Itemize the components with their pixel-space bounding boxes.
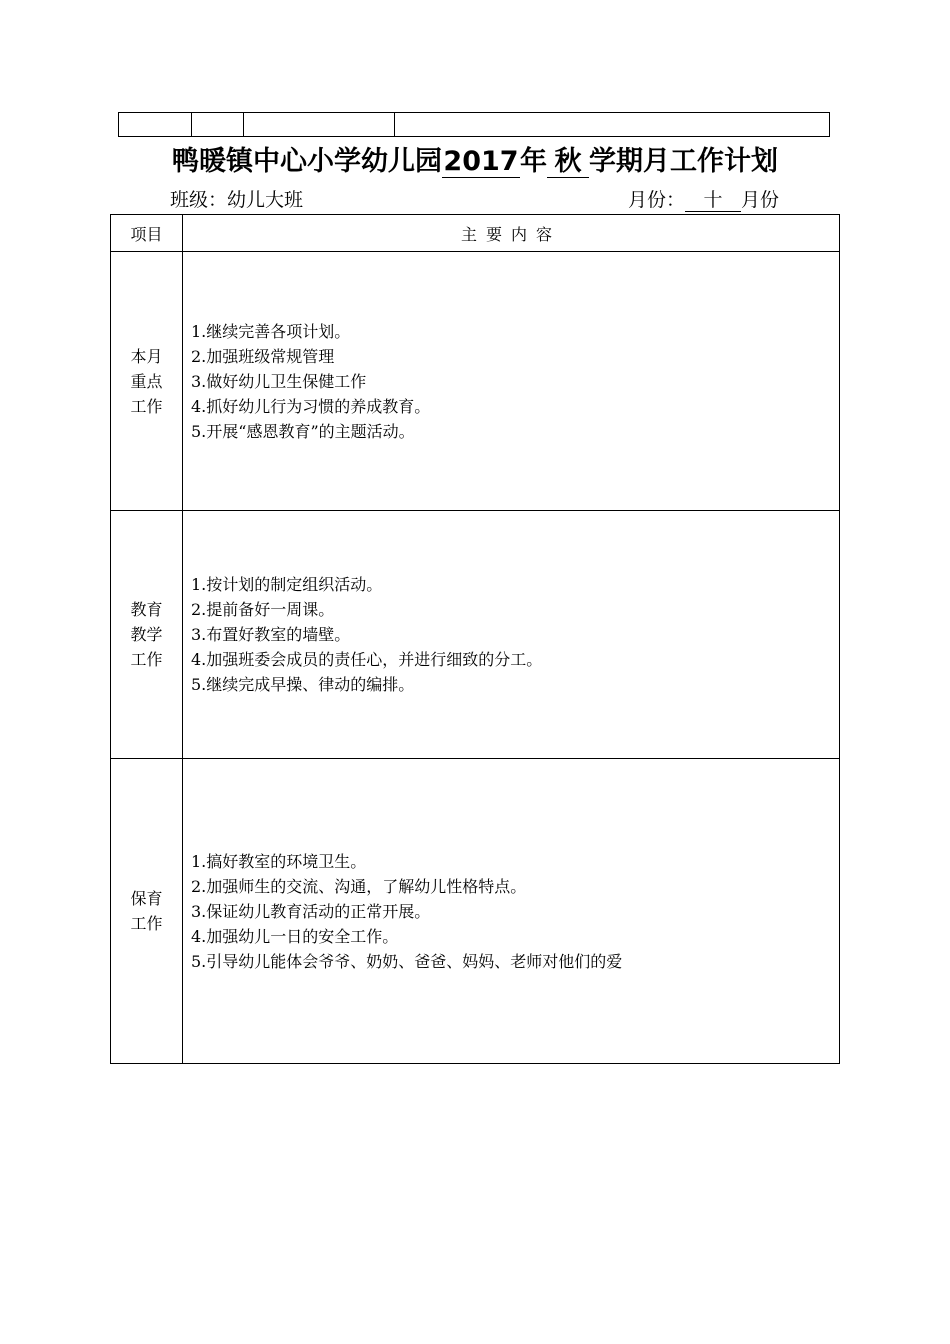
row-label-line: 工作 <box>130 650 163 669</box>
title-prefix: 鸭暖镇中心小学幼儿园 <box>172 146 442 177</box>
header-content: 主要内容 <box>183 215 840 252</box>
row-label <box>111 511 183 759</box>
strip-cell <box>192 113 244 137</box>
title-term: 秋 <box>547 147 589 178</box>
list-item: 3.布置好教室的墙壁。 <box>191 625 351 644</box>
month-label: 月份： <box>628 189 686 211</box>
list-item: 4.抓好幼儿行为习惯的养成教育。 <box>191 396 431 416</box>
row-label-line: 教育 <box>130 600 163 619</box>
month-value: 十 <box>685 189 741 212</box>
class-field <box>170 187 303 213</box>
table-header-row <box>111 215 840 252</box>
row-label-line: 工作 <box>130 914 163 933</box>
row-label <box>111 759 183 1064</box>
title-suffix: 学期月工作计划 <box>589 146 778 177</box>
work-plan-table <box>110 214 840 1064</box>
list-item: 5.开展“感恩教育”的主题活动。 <box>191 421 415 441</box>
list-item: 3.保证幼儿教育活动的正常开展。 <box>191 901 431 921</box>
list-item: 5.继续完成早操、律动的编排。 <box>191 675 415 694</box>
list-item: 2.加强班级常规管理 <box>191 346 335 366</box>
table-row <box>111 252 840 511</box>
header-item: 项目 <box>111 215 183 252</box>
list-item: 2.提前备好一周课。 <box>191 600 335 619</box>
page-title <box>0 144 950 180</box>
row-content <box>183 511 840 759</box>
class-label: 班级： <box>170 189 228 211</box>
row-label-line: 本月 <box>130 346 163 366</box>
class-value: 幼儿大班 <box>227 189 304 211</box>
month-field <box>628 187 779 213</box>
strip-cell <box>244 113 395 137</box>
month-suffix: 月份 <box>741 189 780 211</box>
row-label-line: 重点 <box>130 371 163 391</box>
strip-cell <box>119 113 192 137</box>
row-label-line: 保育 <box>130 889 163 908</box>
list-item: 1.继续完善各项计划。 <box>191 321 351 341</box>
top-empty-strip <box>118 112 830 137</box>
row-label-line: 教学 <box>130 625 163 644</box>
list-item: 1.搞好教室的环境卫生。 <box>191 851 367 871</box>
list-item: 2.加强师生的交流、沟通，了解幼儿性格特点。 <box>191 876 527 896</box>
title-year: 2017 <box>443 146 519 177</box>
strip-cell <box>395 113 830 137</box>
row-label <box>111 252 183 511</box>
row-label-line: 工作 <box>130 396 163 416</box>
row-content <box>183 759 840 1064</box>
title-year-suffix: 年 <box>520 146 547 177</box>
list-item: 1.按计划的制定组织活动。 <box>191 575 383 594</box>
table-row <box>111 511 840 759</box>
list-item: 5.引导幼儿能体会爷爷、奶奶、爸爸、妈妈、老师对他们的爱 <box>191 951 623 971</box>
list-item: 4.加强幼儿一日的安全工作。 <box>191 926 399 946</box>
list-item: 4.加强班委会成员的责任心，并进行细致的分工。 <box>191 650 543 669</box>
list-item: 3.做好幼儿卫生保健工作 <box>191 371 367 391</box>
table-row <box>111 759 840 1064</box>
row-content <box>183 252 840 511</box>
